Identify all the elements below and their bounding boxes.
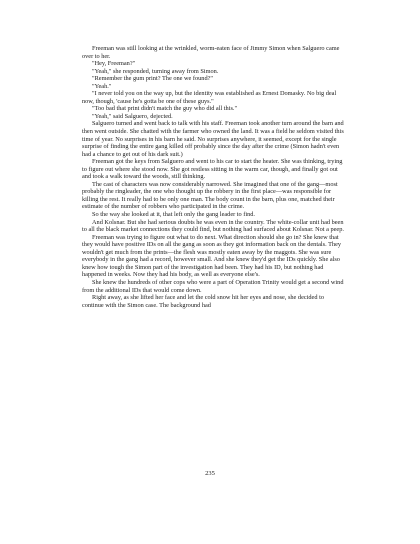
paragraph: She knew the hundreds of other cops who were a part of Operation Trinity would get a second wind from the additional IDs that would come down. bbox=[82, 278, 344, 294]
paragraph: And Kolsnar. But she had serious doubts he was even in the country. The white-collar unit had been to all the black market connections they could find, but nothing had surfaced about Kolsnar. Not a peep. bbox=[82, 218, 344, 234]
paragraph: "Too bad that print didn't match the guy who did all this." bbox=[92, 105, 238, 113]
paragraph: The cast of characters was now considerably narrowed. She imagined that one of the gang—most probably the ringleader, the one who thought up the robbery in the first place—was responsible for killing the rest. It really had to be only one man. The body count in the barn, plus one, matched their estimate of the number of robbers who participated in the crime. bbox=[82, 180, 338, 211]
paragraph: "Yeah," she responded, turning away from Simon. bbox=[92, 67, 219, 75]
paragraph: Freeman was trying to figure out what to do next. What direction should she go in? She knew that they would have positive IDs on all the gang as soon as they got information back on the dentals. They wouldn't get much from the prints—the flesh was mostly eaten away by the maggots. She was sure everybody in the gang had a record, however small. And she knew they'd get the IDs quickly. She also knew how tough the Simon part of the investigation had been. They had his ID, but nothing had happened in weeks. Now they had his body, as well as everyone else's. bbox=[82, 233, 342, 279]
paragraph: "Yeah," said Salguero, dejected. bbox=[92, 112, 173, 120]
paragraph: "I never told you on the way up, but the identity was established as Ernest Domasky. No big deal now, though, 'cause he's gotta be one of these guys." bbox=[82, 90, 337, 105]
paragraph: So the way she looked at it, that left only the gang leader to find. bbox=[92, 211, 255, 219]
page-number: 235 bbox=[205, 470, 215, 477]
paragraph: Freeman was still looking at the wrinkled, worm-eaten face of Jimmy Simon when Salguero came over to her. bbox=[82, 45, 340, 60]
paragraph: Right away, as she lifted her face and let the cold snow hit her eyes and nose, she decided to continue with the Simon case. The background had bbox=[82, 294, 324, 309]
paragraph: "Hey, Freeman?" bbox=[92, 60, 136, 68]
paragraph: "Yeah." bbox=[92, 82, 112, 90]
paragraph: "Remember the gum print? The one we found?" bbox=[92, 75, 213, 83]
body-text bbox=[82, 45, 345, 309]
paragraph: Freeman got the keys from Salguero and went to his car to start the heater. She was thinking, trying to figure out where she stood now. She got restless sitting in the warm car, though, and finally got out and took a walk toward the woods, still thinking. bbox=[82, 158, 343, 181]
paragraph: Salguero turned and went back to talk with his staff. Freeman took another turn around the barn and then went outside. She chatted with the farmer who owned the land. It was a field he seldom visited this time of year. No surprises in his barn he said. No surprises anywhere, it seemed, except for the single surprise of finding the entire gang killed off probably since the day after the crime (Simon hadn't even had a chance to get out of his dark suit.) bbox=[82, 120, 344, 158]
